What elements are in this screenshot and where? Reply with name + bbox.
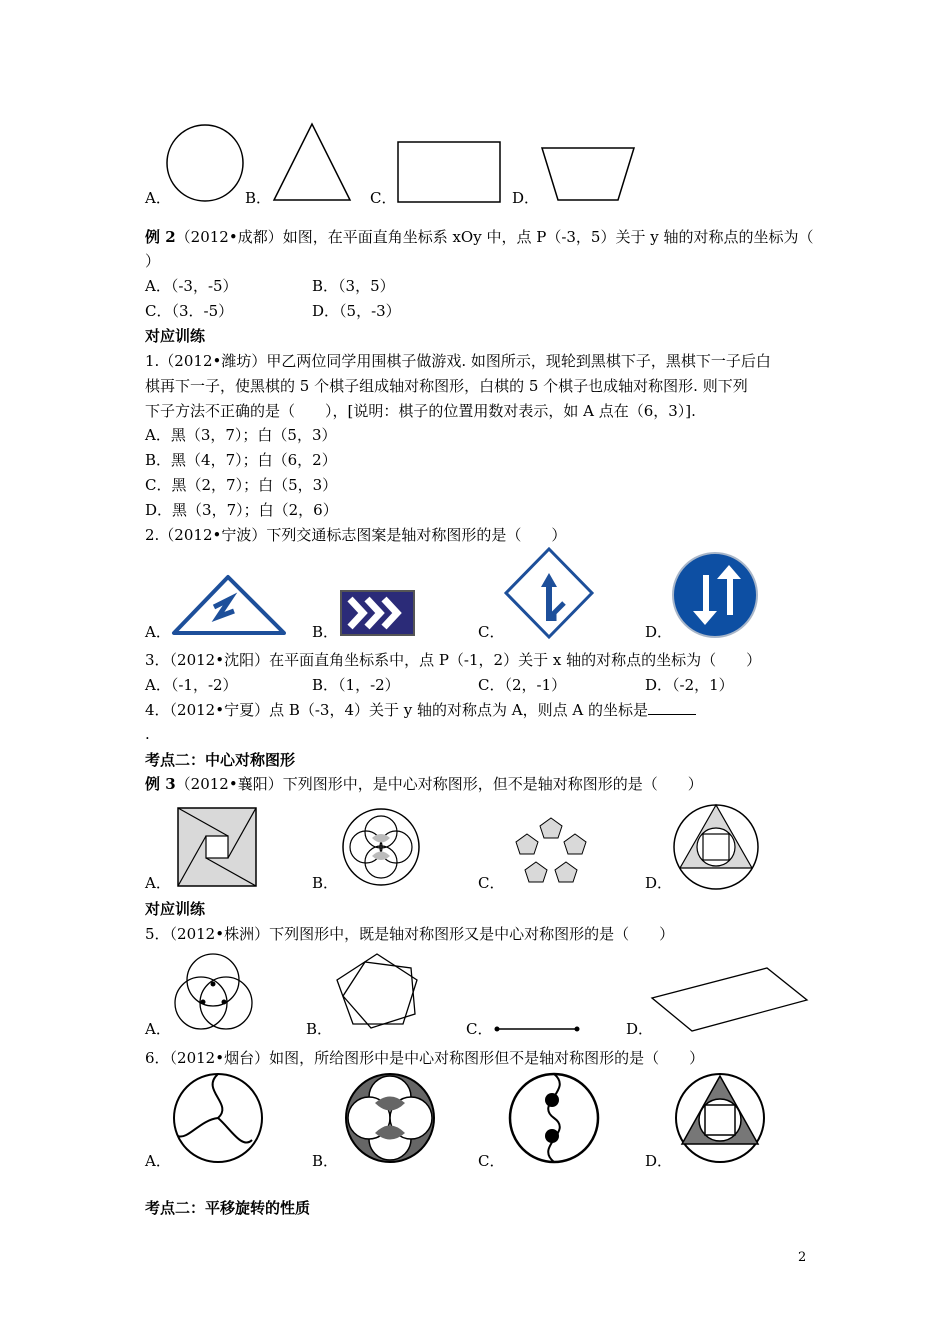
q5-option-a: A． [145, 1020, 171, 1038]
q3-option-b: B．（1，-2） [312, 676, 400, 694]
q6-figures [170, 1070, 770, 1170]
three-circles-figure [175, 954, 252, 1029]
q2-traffic-signs [160, 545, 770, 640]
diamond-merge-sign-icon [506, 549, 592, 637]
example-2-option-d: D．（5，-3） [312, 302, 401, 320]
pinwheel-square-figure [178, 808, 256, 886]
q1-line-3: 下子方法不正确的是（ ），[说明：棋子的位置用数对表示，如 A 点在（6，3）]. [145, 402, 696, 420]
rectangle-figure [398, 142, 500, 202]
q5-option-c: C． [466, 1020, 493, 1038]
trapezoid-figure [542, 148, 634, 200]
q4-text: 4．（2012•宁夏）点 B（-3，4）关于 y 轴的对称点为 A，则点 A 的坐标是 [145, 701, 648, 719]
example-2-cont: ） [145, 252, 161, 270]
top-option-d: D． [512, 189, 540, 207]
top-figures [140, 120, 660, 215]
q2-option-c: C． [478, 623, 505, 641]
example-2-option-b: B．（3，5） [312, 277, 395, 295]
q5-text: 5．（2012•株洲）下列图形中，既是轴对称图形又是中心对称图形的是（ ） [145, 925, 675, 943]
four-petal-circle-figure [343, 809, 419, 885]
q6-option-a: A． [145, 1152, 171, 1170]
triangle-figure [274, 124, 350, 200]
example-3-option-c: C． [478, 874, 505, 892]
circle-triangle-square-shaded-figure [676, 1074, 764, 1162]
example-2-line [145, 227, 814, 247]
example-2-head: 例 2 [145, 228, 176, 246]
section-title-training-1: 对应训练 [145, 327, 206, 345]
q1-option-b: B．黑（4，7）；白（6，2） [145, 451, 337, 469]
example-3-option-b: B． [312, 874, 339, 892]
top-option-a: A． [145, 189, 171, 207]
triangle-curve-sign-icon [174, 577, 284, 633]
section-title-translation-rotation: 考点二：平移旋转的性质 [145, 1199, 311, 1217]
q2-text: 2.（2012•宁波）下列交通标志图案是轴对称图形的是（ ） [145, 526, 567, 544]
q1-line-1: 1.（2012•潍坊）甲乙两位同学用围棋子做游戏. 如图所示，现轮到黑棋下子，黑棋下一子后白 [145, 352, 771, 370]
q1-option-c: C．黑（2，7）；白（5，3） [145, 476, 338, 494]
top-option-b: B． [245, 189, 272, 207]
example-3-option-a: A． [145, 874, 171, 892]
q2-option-d: D． [645, 623, 673, 641]
answer-blank [648, 700, 696, 715]
circle-figure [167, 125, 243, 201]
q1-option-a: A．黑（3，7）；白（5，3） [145, 426, 337, 444]
nested-pentagons-figure [337, 954, 417, 1028]
q1-line-2: 棋再下一子，使黑棋的 5 个棋子组成轴对称图形，白棋的 5 个棋子也成轴对称图形. 则下列 [145, 377, 748, 395]
q6-option-d: D． [645, 1152, 673, 1170]
q3-option-d: D．（-2，1） [645, 676, 734, 694]
example-2-text: （2012•成都）如图，在平面直角坐标系 xOy 中，点 P（-3，5）关于 y 轴的对称点的坐标为（ [175, 228, 814, 246]
pentagon-ring-figure [516, 818, 586, 882]
section-title-training-2: 对应训练 [145, 900, 206, 918]
example-3-head: 例 3 [145, 775, 176, 793]
example-3-option-d: D． [645, 874, 673, 892]
q4-dot: . [145, 725, 150, 743]
q4-line [145, 700, 696, 720]
q3-text: 3．（2012•沈阳）在平面直角坐标系中，点 P（-1，2）关于 x 轴的对称点的坐标为（ ） [145, 651, 762, 669]
page-number: 2 [798, 1250, 807, 1265]
q2-option-a: A． [145, 623, 171, 641]
swirl-circle-figure [174, 1074, 262, 1162]
section-title-central-symmetry: 考点二：中心对称图形 [145, 751, 296, 769]
q5-option-b: B． [306, 1020, 333, 1038]
q3-option-a: A．（-1，-2） [145, 676, 238, 694]
q3-option-c: C．（2，-1） [478, 676, 567, 694]
circle-triangle-square-figure [674, 805, 758, 889]
q1-option-d: D．黑（3，7）；白（2，6） [145, 501, 338, 519]
example-2-option-c: C．（3．-5） [145, 302, 234, 320]
q2-option-b: B． [312, 623, 339, 641]
q6-option-c: C． [478, 1152, 505, 1170]
q5-option-d: D． [626, 1020, 654, 1038]
top-option-c: C． [370, 189, 397, 207]
parallelogram-figure [652, 968, 807, 1031]
chevron-sign-icon [341, 591, 414, 635]
q6-option-b: B． [312, 1152, 339, 1170]
example-2-option-a: A．（-3，-5） [145, 277, 238, 295]
round-two-way-sign-icon [673, 553, 757, 637]
yin-yang-figure [510, 1074, 598, 1162]
example-3-figures [170, 800, 770, 895]
q6-text: 6．（2012•烟台）如图，所给图形中是中心对称图形但不是轴对称图形的是（ ） [145, 1049, 705, 1067]
example-3-text: （2012•襄阳）下列图形中，是中心对称图形，但不是轴对称图形的是（ ） [175, 775, 703, 793]
example-3-line [145, 774, 703, 794]
line-segment-figure [495, 1027, 580, 1032]
shaded-petal-circle-figure [346, 1074, 434, 1162]
